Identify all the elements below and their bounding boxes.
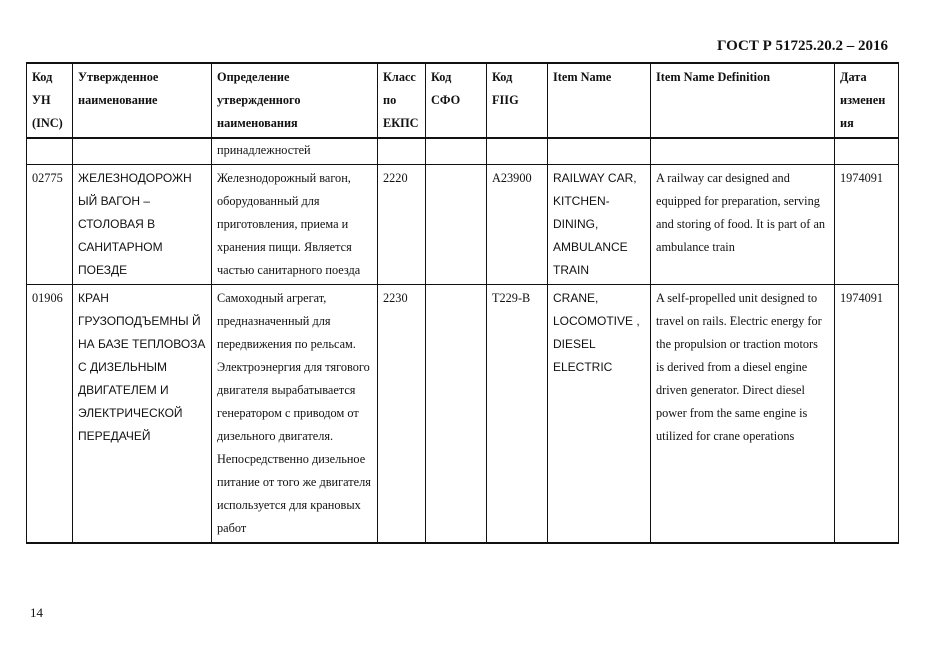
column-header-definition: Определение утвержденного наименования xyxy=(212,63,378,138)
cell-definition: Самоходный агрегат, предназначенный для передвижения по рельсам. Электроэнергия для тягового двигателя вырабатывается генератором с приводом от дизельного двигателя. Непосредственно дизельное питание от того же двигателя используется для крановых работ xyxy=(212,285,378,544)
column-header-inc: Код УН (INC) xyxy=(27,63,73,138)
column-header-approved-name: Утвержденное наименование xyxy=(73,63,212,138)
cell-inc: 01906 xyxy=(27,285,73,544)
cell-definition: Железнодорожный вагон, оборудованный для приготовления, приема и хранения пищи. Является частью санитарного поезда xyxy=(212,165,378,285)
table-row xyxy=(27,165,899,285)
page-number: 14 xyxy=(30,605,43,620)
cell-fiig-code xyxy=(487,138,548,165)
cell-item-definition: A self-propelled unit designed to travel on rails. Electric energy for the propulsion or traction motors is derived from a diesel engine driven generator. Direct diesel power from the same engine is utilized for crane operations xyxy=(651,285,835,544)
cell-ekps-class xyxy=(378,138,426,165)
cell-date xyxy=(835,138,899,165)
column-header-date: Дата изменен ия xyxy=(835,63,899,138)
nomenclature-table xyxy=(26,62,899,544)
cell-ekps-class: 2230 xyxy=(378,285,426,544)
cell-item-definition: A railway car designed and equipped for preparation, serving and storing of food. It is part of an ambulance train xyxy=(651,165,835,285)
cell-fiig-code: A23900 xyxy=(487,165,548,285)
cell-item-name: CRANE, LOCOMOTIVE , DIESEL ELECTRIC xyxy=(548,285,651,544)
cell-inc xyxy=(27,138,73,165)
cell-date: 1974091 xyxy=(835,285,899,544)
column-header-item-definition: Item Name Definition xyxy=(651,63,835,138)
column-header-fiig-code: Код FIIG xyxy=(487,63,548,138)
cell-approved-name xyxy=(73,138,212,165)
table-row xyxy=(27,285,899,544)
cell-ekps-class: 2220 xyxy=(378,165,426,285)
cell-sfo-code xyxy=(426,138,487,165)
cell-date: 1974091 xyxy=(835,165,899,285)
table-header-row xyxy=(27,63,899,138)
cell-item-name xyxy=(548,138,651,165)
cell-item-definition xyxy=(651,138,835,165)
cell-inc: 02775 xyxy=(27,165,73,285)
cell-item-name: RAILWAY CAR, KITCHEN-DINING, AMBULANCE TRAIN xyxy=(548,165,651,285)
cell-sfo-code xyxy=(426,285,487,544)
cell-fiig-code: T229-B xyxy=(487,285,548,544)
column-header-ekps-class: Класс по ЕКПС xyxy=(378,63,426,138)
table-row-continuation xyxy=(27,138,899,165)
cell-approved-name: ЖЕЛЕЗНОДОРОЖН ЫЙ ВАГОН – СТОЛОВАЯ В САНИТАРНОМ ПОЕЗДЕ xyxy=(73,165,212,285)
document-id: ГОСТ Р 51725.20.2 – 2016 xyxy=(716,38,888,54)
cell-approved-name: КРАН ГРУЗОПОДЪЕМНЫ Й НА БАЗЕ ТЕПЛОВОЗА С ДИЗЕЛЬНЫМ ДВИГАТЕЛЕМ И ЭЛЕКТРИЧЕСКОЙ ПЕРЕДАЧЕЙ xyxy=(73,285,212,544)
cell-sfo-code xyxy=(426,165,487,285)
cell-definition: принадлежностей xyxy=(212,138,378,165)
column-header-item-name: Item Name xyxy=(548,63,651,138)
column-header-sfo-code: Код СФО xyxy=(426,63,487,138)
